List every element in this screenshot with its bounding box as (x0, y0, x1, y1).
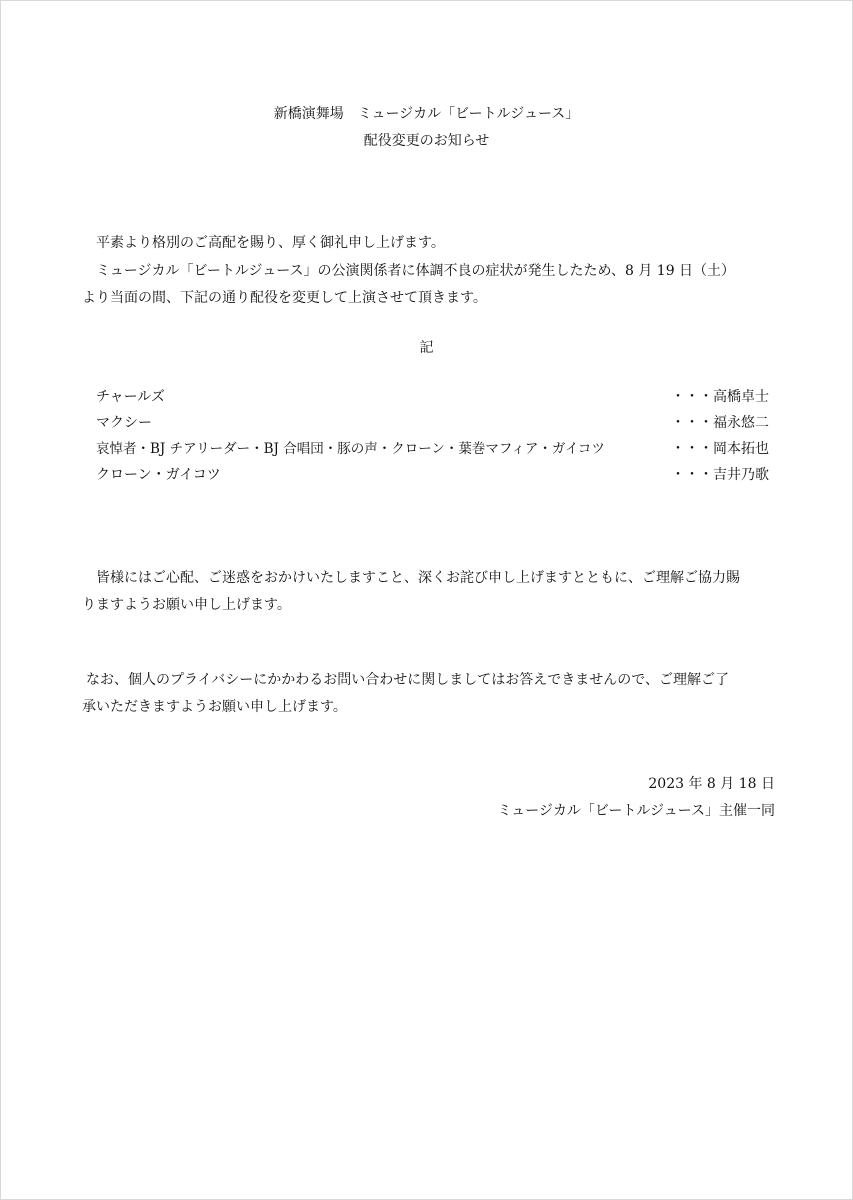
title-line-1: 新橋演舞場 ミュージカル「ビートルジュース」 (273, 106, 580, 122)
signature: ミュージカル「ビートルジュース」主催一同 (497, 803, 775, 819)
cast-role: 哀悼者・BJ チアリーダー・BJ 合唱団・豚の声・クローン・葉巻マフィア・ガイコツ (96, 441, 605, 457)
issue-date: 2023 年 8 月 18 日 (648, 776, 775, 792)
title-line-2: 配役変更のお知らせ (363, 133, 490, 149)
ki-heading: 記 (419, 340, 434, 356)
cast-role: クローン・ガイコツ (96, 467, 221, 483)
apology-line-2: りますようお願い申し上げます。 (82, 597, 291, 613)
apology-line-1: 皆様にはご心配、ご迷惑をおかけいたしますこと、深くお詫び申し上げますとともに、ご理解ご協力賜 (96, 570, 740, 586)
privacy-line-2: 承いただきますようお願い申し上げます。 (82, 699, 347, 715)
cast-role: チャールズ (96, 389, 165, 405)
intro-line-2: ミュージカル「ビートルジュース」の公演関係者に体調不良の症状が発生したため、8 月 19 日（土） (96, 263, 736, 279)
cast-name: ・・・岡本拓也 (671, 441, 769, 457)
cast-name: ・・・吉井乃歌 (671, 467, 769, 483)
intro-line-1: 平素より格別のご高配を賜り、厚く御礼申し上げます。 (96, 235, 445, 251)
privacy-line-1: なお、個人のプライバシーにかかわるお問い合わせに関しましてはお答えできませんので、ご理解ご了 (86, 672, 730, 688)
cast-role: マクシー (96, 415, 152, 431)
cast-name: ・・・福永悠二 (671, 415, 769, 431)
intro-line-3: より当面の間、下記の通り配役を変更して上演させて頂きます。 (82, 290, 487, 306)
cast-name: ・・・高橋卓士 (671, 389, 769, 405)
